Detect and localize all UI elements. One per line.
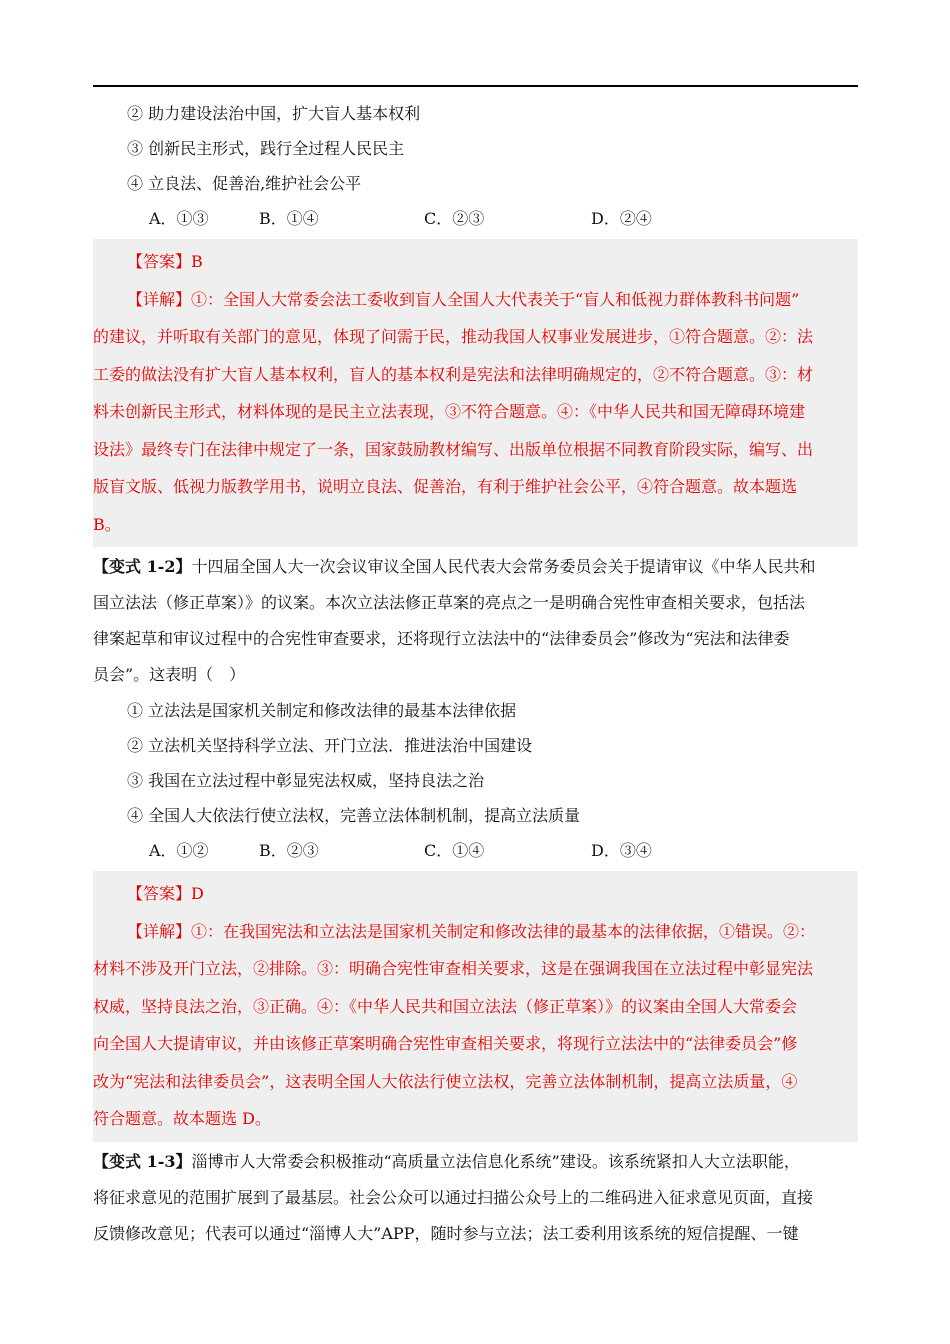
q3-stem-text: 淄博市人大常委会积极推动“高质量立法信息化系统”建设。该系统紧扣人大立法职能，: [191, 1151, 800, 1171]
q1-choices: [93, 201, 858, 237]
q2-stem-line: [93, 549, 858, 585]
q2-stem-line: 员会”。这表明（ ）: [93, 665, 246, 684]
q2-detail-line: 材料不涉及开门立法，②排除。③：明确合宪性审查相关要求，这是在强调我国在立法过程中彰显宪法: [93, 959, 814, 978]
q2-choice-a: A．①②: [149, 841, 209, 860]
q2-tag: 【变式 1-2】: [93, 557, 192, 576]
q2-stem-line: 律案起草和审议过程中的合宪性审查要求，还将现行立法法中的“法律委员会”修改为“宪法和法律委: [93, 629, 790, 648]
q2-detail-line: 【详解】①：在我国宪法和立法法是国家机关制定和修改法律的最基本的法律依据，①错误。②：: [127, 921, 816, 941]
q1-detail-line: B。: [93, 514, 121, 534]
q1-detail-line: 设法》最终专门在法律中规定了一条，国家鼓励教材编写、出版单位根据不同教育阶段实际，编写、出: [93, 439, 814, 459]
q1-detail-line: 工委的做法没有扩大盲人基本权利，盲人的基本权利是宪法和法律明确规定的，②不符合题意。③：材: [93, 364, 814, 384]
q1-choice-a: A．①③: [149, 209, 209, 228]
q2-option-2: ② 立法机关坚持科学立法、开门立法．推进法治中国建设: [127, 736, 533, 755]
q2-choices: [93, 833, 858, 869]
q1-detail-line: 【详解】①：全国人大常委会法工委收到盲人全国人大代表关于“盲人和低视力群体教科书问题”: [127, 289, 800, 309]
q2-options: [93, 693, 858, 833]
q2-detail-line: 权威，坚持良法之治，③正确。④：《中华人民共和国立法法（修正草案）》的议案由全国人大常委会: [93, 996, 798, 1016]
q3-tag: 【变式 1-3】: [93, 1151, 192, 1171]
q3-stem-line: 将征求意见的范围扩展到了最基层。社会公众可以通过扫描公众号上的二维码进入征求意见页面，直接: [93, 1187, 814, 1207]
q2-option-3: ③ 我国在立法过程中彰显宪法权威，坚持良法之治: [127, 771, 485, 790]
q2-stem-text: 十四届全国人大一次会议审议全国人民代表大会常务委员会关于提请审议《中华人民共和: [191, 557, 816, 576]
q2-answer-box: [93, 871, 858, 1142]
q2-answer-tag: 【答案】: [127, 884, 192, 903]
q2-choice-b: B．②③: [259, 841, 319, 860]
q1-options: [93, 96, 858, 201]
q1-choice-b: B．①④: [259, 209, 319, 228]
q1-detail-line: 版盲文版、低视力版教学用书，说明立良法、促善治，有利于维护社会公平，④符合题意。故本题选: [93, 477, 798, 496]
q2-choice-d: D．③④: [591, 841, 652, 860]
q1-option-3: ③ 创新民主形式，践行全过程人民民主: [127, 139, 405, 158]
q1-detail-line: 料未创新民主形式，材料体现的是民主立法表现，③不符合题意。④：《中华人民共和国无障碍环境建: [93, 402, 806, 421]
q2-stem-line: 国立法法（修正草案）》的议案。本次立法法修正草案的亮点之一是明确合宪性审查相关要求，包括法: [93, 593, 806, 612]
q1-choice-c: C．②③: [424, 209, 485, 228]
q2-option-1: ① 立法法是国家机关制定和修改法律的最基本法律依据: [127, 701, 517, 720]
q1-option-2: ② 助力建设法治中国，扩大盲人基本权利: [127, 104, 421, 123]
q2-option-4: ④ 全国人大依法行使立法权，完善立法体制机制，提高立法质量: [127, 806, 581, 825]
q1-option-4: ④ 立良法、促善治,维护社会公平: [127, 174, 362, 193]
q2-detail-line: 符合题意。故本题选 D。: [93, 1109, 271, 1128]
header-rule: [93, 85, 858, 87]
q1-answer-line: [93, 243, 858, 281]
q2-detail-line: 改为“宪法和法律委员会”，这表明全国人大依法行使立法权，完善立法体制机制，提高立法质量，④: [93, 1071, 798, 1091]
q2-answer-line: [93, 875, 858, 913]
content-area: [93, 96, 858, 1252]
q1-answer-box: [93, 239, 858, 547]
q1-choice-d: D．②④: [591, 209, 652, 228]
q2-stem: [93, 549, 858, 693]
q1-answer-tag: 【答案】: [127, 252, 192, 271]
q1-answer-value: B: [191, 252, 203, 271]
q3-stem-line: 反馈修改意见；代表可以通过“淄博人大”APP，随时参与立法；法工委利用该系统的短信提醒、一键: [93, 1223, 799, 1243]
q2-choice-c: C．①④: [424, 841, 485, 860]
q2-answer-value: D: [191, 884, 204, 903]
q1-detail-line: 的建议，并听取有关部门的意见，体现了问需于民，推动我国人权事业发展进步，①符合题意。②：法: [93, 327, 814, 346]
q3-stem-line: [93, 1144, 858, 1180]
q3-stem: [93, 1144, 858, 1252]
q2-detail-line: 向全国人大提请审议，并由该修正草案明确合宪性审查相关要求，将现行立法法中的“法律委员会”修: [93, 1034, 798, 1053]
